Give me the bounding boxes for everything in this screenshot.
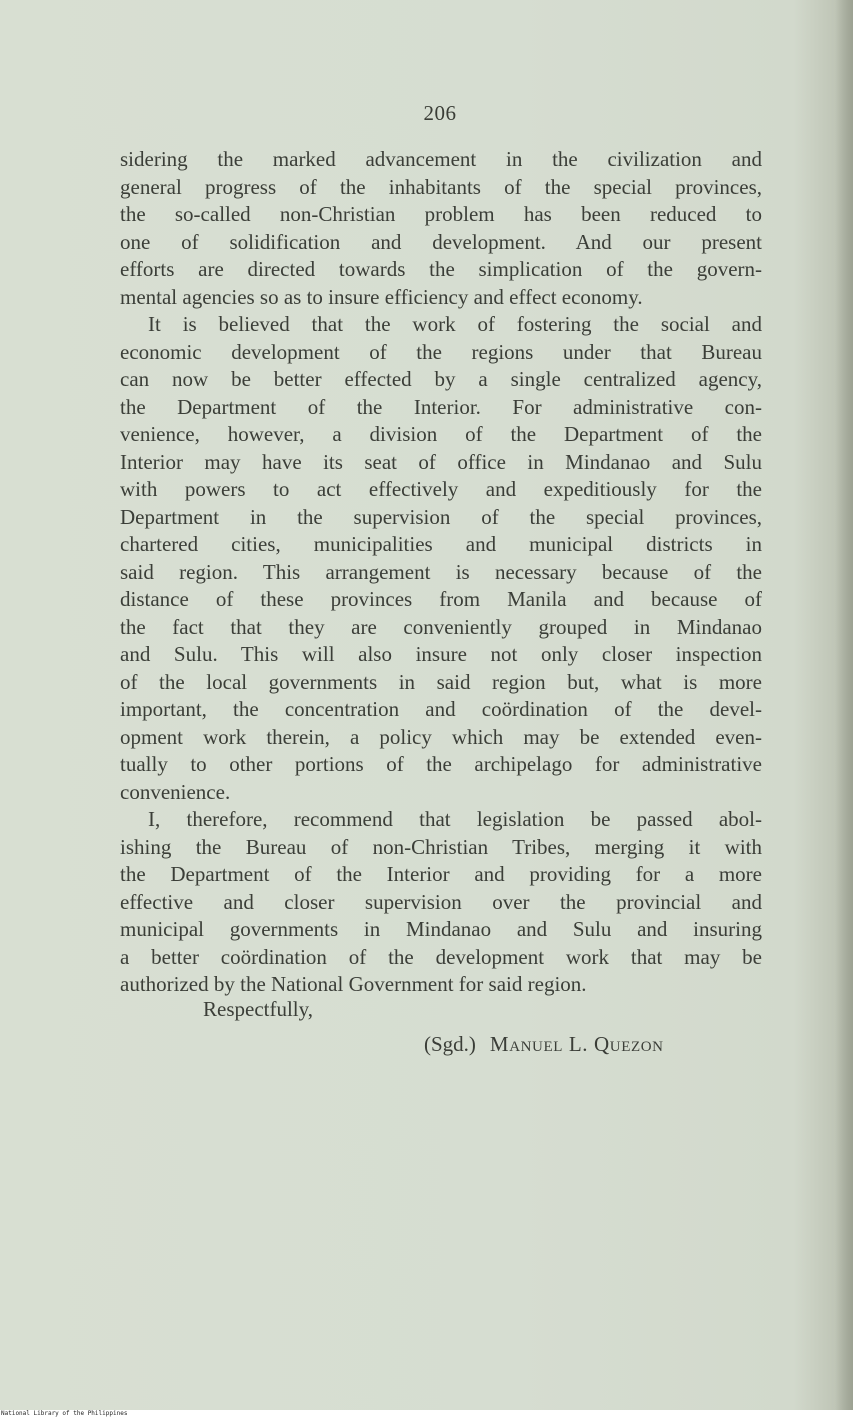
- text-line: ishing the Bureau of non-Christian Tribes, merging it with: [120, 834, 762, 859]
- text-line: opment work therein, a policy which may be extended even-: [120, 724, 762, 749]
- text-line: chartered cities, municipalities and municipal districts in: [120, 532, 762, 556]
- signature-name: Manuel L. Quezon: [489, 1032, 664, 1056]
- text-line: one of solidification and development. And our present: [120, 229, 762, 254]
- text-line: Interior may have its seat of office in Mindanao and Sulu: [120, 449, 762, 474]
- body-text: [120, 146, 762, 999]
- text-line: economic development of the regions under that Bureau: [120, 339, 762, 364]
- text-line: municipal governments in Mindanao and Sulu and insuring: [120, 917, 762, 941]
- text-line: a better coördination of the development work that may be: [120, 944, 762, 969]
- text-line: and Sulu. This will also insure not only closer inspection: [120, 642, 762, 666]
- signature-prefix: (Sgd.): [424, 1032, 476, 1056]
- text-line: convenience.: [120, 779, 231, 804]
- text-line: important, the concentration and coördination of the devel-: [120, 697, 762, 721]
- text-line: the so-called non-Christian problem has been reduced to: [120, 202, 762, 226]
- text-line: tually to other portions of the archipelago for administrative: [120, 752, 762, 776]
- text-line: of the local governments in said region but, what is more: [120, 669, 762, 694]
- page-number: 206: [423, 101, 457, 125]
- text-line: the Department of the Interior and providing for a more: [120, 862, 762, 886]
- page-edge-shadow: [835, 0, 853, 1410]
- text-line: the fact that they are conveniently grouped in Mindanao: [120, 614, 762, 639]
- footer-strip: [0, 1410, 853, 1418]
- text-line: effective and closer supervision over the provincial and: [120, 889, 762, 914]
- text-line: said region. This arrangement is necessary because of the: [120, 559, 762, 584]
- text-line: efforts are directed towards the simplication of the govern-: [120, 257, 762, 281]
- text-line: authorized by the National Government for said region.: [120, 972, 587, 996]
- paragraph-start: I, therefore, recommend that legislation be passed abol-: [148, 807, 762, 831]
- text-line: with powers to act effectively and expeditiously for the: [120, 477, 762, 501]
- library-credit: National Library of the Philippines: [1, 1410, 128, 1417]
- text-line: the Department of the Interior. For administrative con-: [120, 394, 762, 419]
- text-line: can now be better effected by a single centralized agency,: [120, 367, 762, 391]
- text-line: sidering the marked advancement in the civilization and: [120, 147, 762, 171]
- signature-line: [424, 1032, 664, 1057]
- text-line: general progress of the inhabitants of the special provinces,: [120, 174, 762, 199]
- paragraph-start: It is believed that the work of fostering the social and: [148, 312, 762, 336]
- text-line: venience, however, a division of the Department of the: [120, 422, 762, 446]
- text-line: Department in the supervision of the special provinces,: [120, 504, 762, 529]
- text-line: mental agencies so as to insure efficiency and effect economy.: [120, 284, 643, 309]
- closing-salutation: Respectfully,: [203, 997, 314, 1021]
- text-line: distance of these provinces from Manila and because of: [120, 587, 762, 611]
